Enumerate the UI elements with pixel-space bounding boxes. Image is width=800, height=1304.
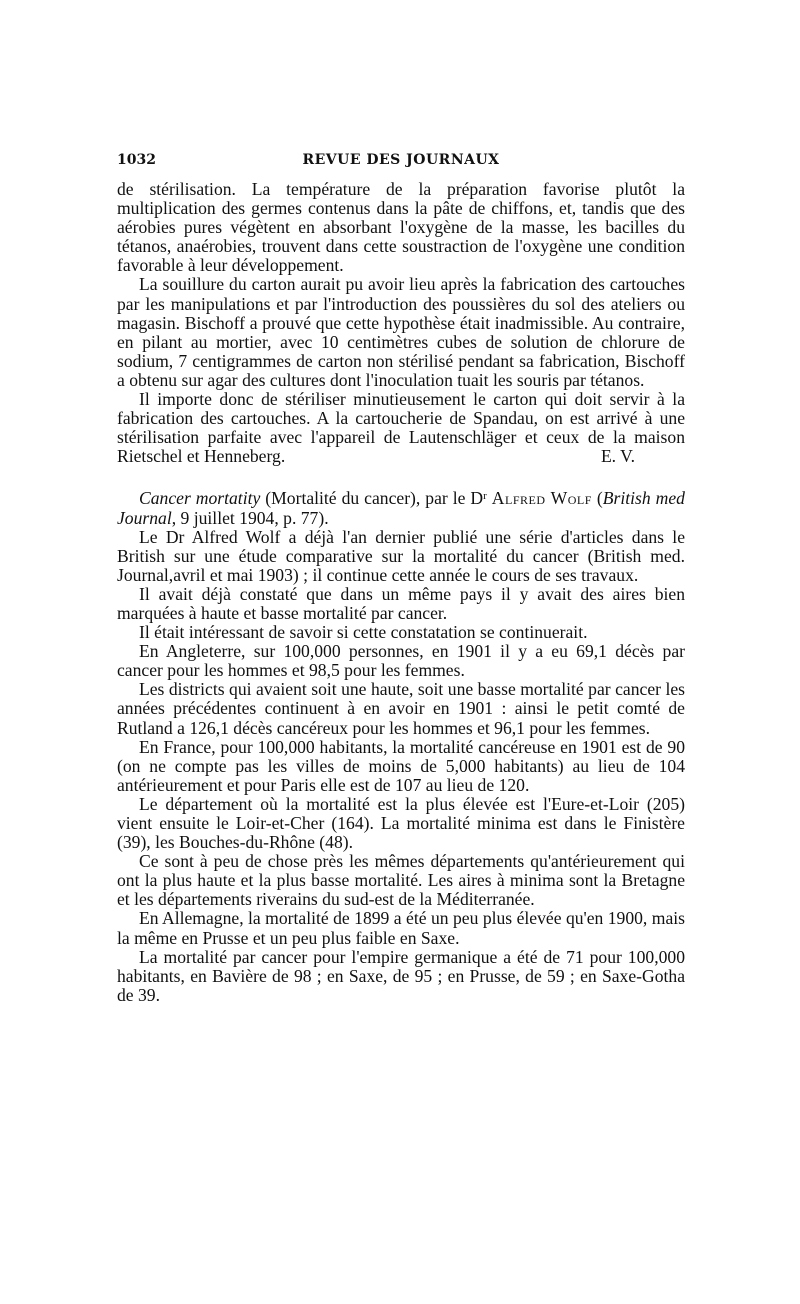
author-signature: E. V. xyxy=(600,446,635,467)
journal-name: British med Journal xyxy=(117,488,685,528)
article-title-english: Cancer mortatity xyxy=(139,488,261,509)
title-superscript: r xyxy=(483,490,487,503)
paragraph: Ce sont à peu de chose près les mêmes départements qu'antérieurement qui ont la plus haute et la plus basse mortalité. Les aires à minima sont la Bretagne et les départements riverains du sud-est de la Méditerranée. xyxy=(117,851,685,910)
paragraph: La souillure du carton aurait pu avoir lieu après la fabrication des cartouches par les manipulations et par l'introduction des poussières du sol des ateliers ou magasin. Bischoff a prouvé que cette hypothèse était inadmissible. Au contraire, en pilant au mortier, avec 10 centimètres cubes de solution de chlorure de sodium, 7 centigrammes de carton non stérilisé pendant sa fabrication, Bischoff a obtenu sur agar des cultures dont l'inoculation tuait les souris par tétanos. xyxy=(117,274,685,390)
citation-open: ( xyxy=(596,488,603,509)
paragraph: Il avait déjà constaté que dans un même pays il y avait des aires bien marquées à haute et basse mortalité par cancer. xyxy=(117,583,685,623)
citation-details: , 9 juillet 1904, p. 77). xyxy=(171,507,329,528)
paragraph: Il était intéressant de savoir si cette constatation se continuerait. xyxy=(139,622,588,643)
running-title: REVUE DES JOURNAUX xyxy=(302,152,500,168)
paragraph-text: Il importe donc de stériliser minutieusement le carton qui doit servir à la fabrication des cartouches. A la cartoucherie de Spandau, on est arrivé à une stérilisation parfaite avec l'appareil de Lautenschläger et ceux de la maison Rietschel et Henneberg. xyxy=(117,389,685,467)
running-header xyxy=(117,152,685,174)
paragraph: En Angleterre, sur 100,000 personnes, en 1901 il y a eu 69,1 décès par cancer pour les hommes et 98,5 pour les femmes. xyxy=(117,641,685,681)
article-heading xyxy=(117,487,685,527)
page-number: 1032 xyxy=(117,152,156,168)
paragraph: En France, pour 100,000 habitants, la mortalité cancéreuse en 1901 est de 90 (on ne compte pas les villes de moins de 5,000 habitants) au lieu de 104 antérieurement et pour Paris elle est de 107 au lieu de 120. xyxy=(117,736,685,795)
page-body xyxy=(117,180,685,1005)
paragraph: Le département où la mortalité est la plus élevée est l'Eure-et-Loir (205) vient ensuite le Loir-et-Cher (164). La mortalité minima est dans le Finistère (39), les Bouches-du-Rhône (48). xyxy=(117,793,685,853)
paragraph: Le Dr Alfred Wolf a déjà l'an dernier publié une série d'articles dans le British sur une étude comparative sur la mortalité du cancer (British med. Journal,avril et mai 1903) ; il continue cette année le cours de ses travaux. xyxy=(117,526,685,585)
paragraph-continued: de stérilisation. La température de la préparation favorise plutôt la multiplication des germes contenus dans la pâte de chiffons, et, tandis que des aérobies pures végètent en absorbant l'oxygène de la masse, les bacilles du tétanos, anaérobies, trouvent dans cette soustraction de l'oxygène une condition favorable à leur développement. xyxy=(117,179,685,276)
paragraph: Les districts qui avaient soit une haute, soit une basse mortalité par cancer les années précédentes continuent à en avoir en 1901 : ainsi le petit comté de Rutland a 126,1 décès cancéreux pour les hommes et 96,1 pour les femmes. xyxy=(117,679,685,738)
article-title-french: (Mortalité du cancer), par le D xyxy=(265,488,484,509)
paragraph: La mortalité par cancer pour l'empire germanique a été de 71 pour 100,000 habitants, en Bavière de 98 ; en Saxe, de 95 ; en Prusse, de 59 ; en Saxe-Gotha de 39. xyxy=(117,946,685,1005)
paragraph: En Allemagne, la mortalité de 1899 a été un peu plus élevée qu'en 1900, mais la même en Prusse et un peu plus faible en Saxe. xyxy=(117,908,685,948)
paragraph xyxy=(117,390,685,466)
article-author: Alfred Wolf xyxy=(491,488,592,509)
